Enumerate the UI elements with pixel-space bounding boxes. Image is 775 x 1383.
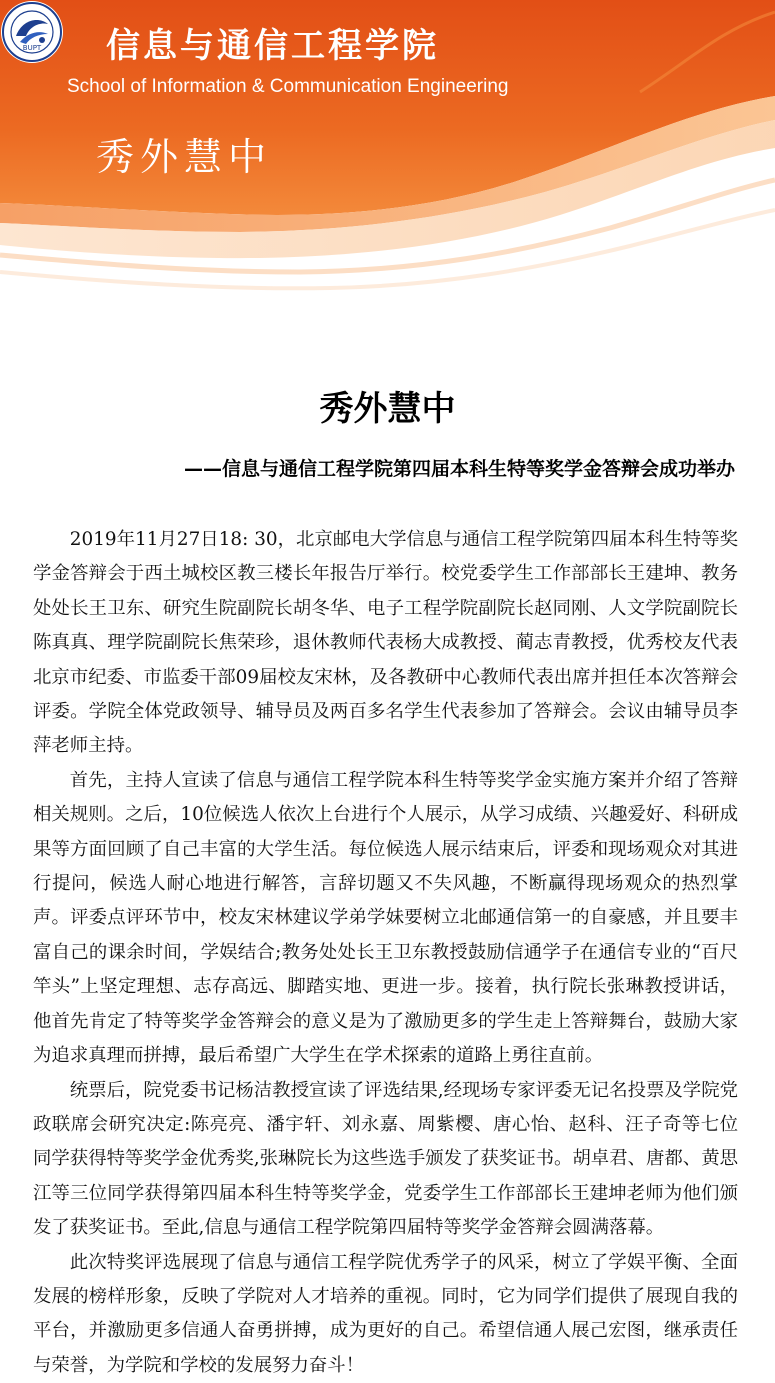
article-title: 秀外慧中 bbox=[319, 389, 456, 429]
article-paragraph: 2019年11月27日18: 30，北京邮电大学信息与通信工程学院第四届本科生特等奖学金答辩会于西土城校区教三楼长年报告厅举行。校党委学生工作部部长王建坤、教务处处长王卫东、研究生院副院长胡冬华、电子工程学院副院长赵同刚、人文学院副院长陈真真、理学院副院长焦荣珍，退休教师代表杨大成教授、蔺志青教授，优秀校友代表北京市纪委、市监委干部09届校友宋林，及各教研中心教师代表出席并担任本次答辩会评委。学院全体党政领导、辅导员及两百多名学生代表参加了答辩会。会议由辅导员李萍老师主持。 bbox=[33, 529, 738, 757]
school-name-chinese: 信息与通信工程学院 bbox=[106, 26, 439, 66]
header-banner bbox=[0, 0, 775, 300]
article-subtitle: ——信息与通信工程学院第四届本科生特等奖学金答辩会成功举办 bbox=[183, 458, 735, 480]
logo-abbr: BUPT bbox=[22, 44, 42, 52]
article-body bbox=[33, 523, 738, 1383]
article-paragraph: 统票后，院党委书记杨洁教授宣读了评选结果,经现场专家评委无记名投票及学院党政联席会研究决定:陈亮亮、潘宇轩、刘永嘉、周紫樱、唐心怡、赵科、汪子奇等七位同学获得特等奖学金优秀奖,张琳院长为这些选手颁发了获奖证书。胡卓君、唐都、黄思江等三位同学获得第四届本科生特等奖学金，党委学生工作部部长王建坤老师为他们颁发了获奖证书。至此,信息与通信工程学院第四届特等奖学金答辩会圆满落幕。 bbox=[33, 1079, 738, 1239]
article-paragraph: 首先，主持人宣读了信息与通信工程学院本科生特等奖学金实施方案并介绍了答辩相关规则。之后，10位候选人依次上台进行个人展示，从学习成绩、兴趣爱好、科研成果等方面回顾了自己丰富的大学生活。每位候选人展示结束后，评委和现场观众对其进行提问，候选人耐心地进行解答，言辞切题又不失风趣，不断赢得现场观众的热烈掌声。评委点评环节中，校友宋林建议学弟学妹要树立北邮通信第一的自豪感，并且要丰富自己的课余时间，学娱结合;教务处处长王卫东教授鼓励信通学子在通信专业的“百尺竿头”上坚定理想、志存高远、脚踏实地、更进一步。接着，执行院长张琳教授讲话，他首先肯定了特等奖学金答辩会的意义是为了激励更多的学生走上答辩舞台，鼓励大家为追求真理而拼搏，最后希望广大学生在学术探索的道路上勇往直前。 bbox=[33, 769, 738, 1067]
university-seal-icon bbox=[0, 0, 64, 64]
school-name-english: School of Information & Communication Engineering bbox=[67, 76, 509, 97]
article-paragraph: 此次特奖评选展现了信息与通信工程学院优秀学子的风采，树立了学娱平衡、全面发展的榜样形象，反映了学院对人才培养的重视。同时，它为同学们提供了展现自我的平台，并激励更多信通人奋勇拼搏，成为更好的自己。希望信通人展己宏图，继承责任与荣誉，为学院和学校的发展努力奋斗！ bbox=[33, 1251, 738, 1376]
column-title: 秀外慧中 bbox=[96, 135, 273, 179]
